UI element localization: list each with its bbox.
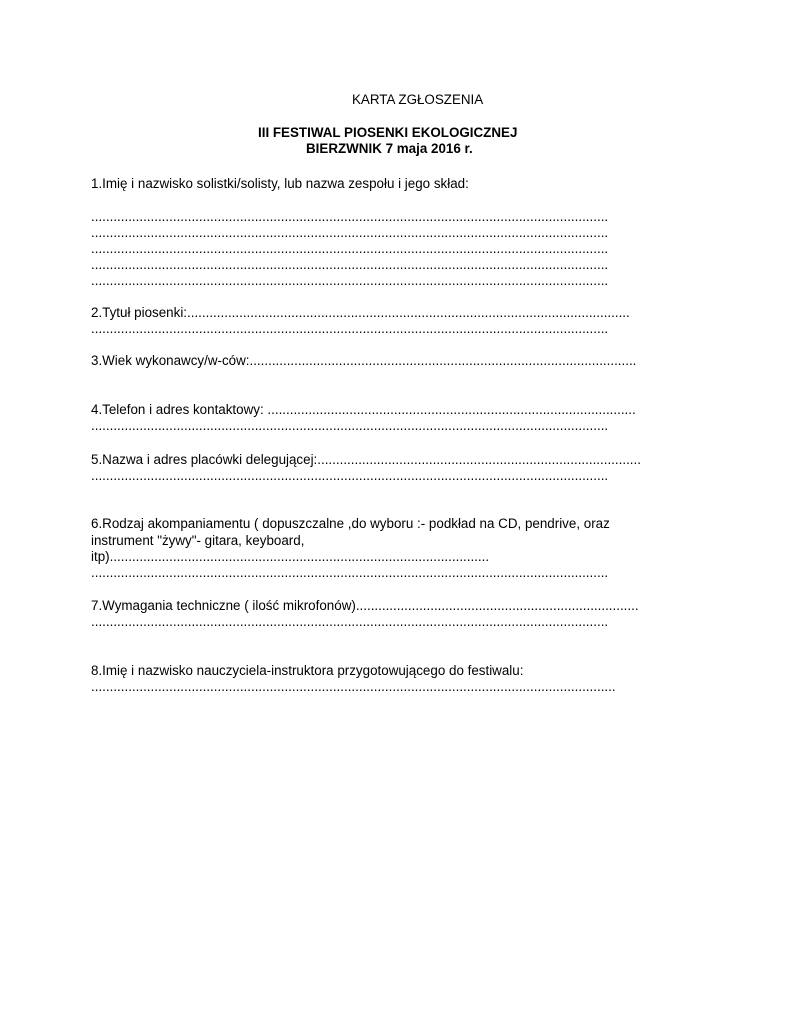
q6-label-line2: instrument "żywy"- gitara, keyboard,: [91, 533, 305, 548]
festival-place-date: BIERZWNIK 7 maja 2016 r.: [306, 141, 473, 156]
festival-name: III FESTIWAL PIOSENKI EKOLOGICZNEJ: [258, 125, 518, 140]
q7-fill-line: ...........................................................................................................................................: [91, 614, 609, 629]
q1-fill-line: ...........................................................................................................................................: [91, 257, 609, 272]
q1-fill-line: ...........................................................................................................................................: [91, 241, 609, 256]
q7-label: 7.Wymagania techniczne ( ilość mikrofonów)............................................................................: [91, 598, 639, 613]
q5-label: 5.Nazwa i adres placówki delegującej:.......................................................................................: [91, 452, 641, 467]
q6-label-line3: itp)......................................................................................................: [91, 549, 490, 564]
q1-fill-line: ...........................................................................................................................................: [91, 209, 609, 224]
form-title: KARTA ZGŁOSZENIA: [352, 92, 484, 107]
q3-label: 3.Wiek wykonawcy/w-ców:........................................................................................................: [91, 353, 637, 368]
q1-label: 1.Imię i nazwisko solistki/solisty, lub nazwa zespołu i jego skład:: [91, 176, 469, 191]
q4-fill-line: ...........................................................................................................................................: [91, 418, 609, 433]
q6-fill-line: ...........................................................................................................................................: [91, 565, 609, 580]
q4-label: 4.Telefon i adres kontaktowy: ...................................................................................................: [91, 402, 636, 417]
q6-label-line1: 6.Rodzaj akompaniamentu ( dopuszczalne ,do wyboru :- podkład na CD, pendrive, oraz: [91, 516, 610, 531]
q8-fill-line: .............................................................................................................................................: [91, 679, 616, 694]
q2-fill-line: ...........................................................................................................................................: [91, 321, 609, 336]
q2-label: 2.Tytuł piosenki:.......................................................................................................................: [91, 305, 630, 320]
q1-fill-line: ...........................................................................................................................................: [91, 273, 609, 288]
q1-fill-line: ...........................................................................................................................................: [91, 225, 609, 240]
q5-fill-line: ...........................................................................................................................................: [91, 468, 609, 483]
q8-label: 8.Imię i nazwisko nauczyciela-instruktora przygotowującego do festiwalu:: [91, 663, 524, 678]
